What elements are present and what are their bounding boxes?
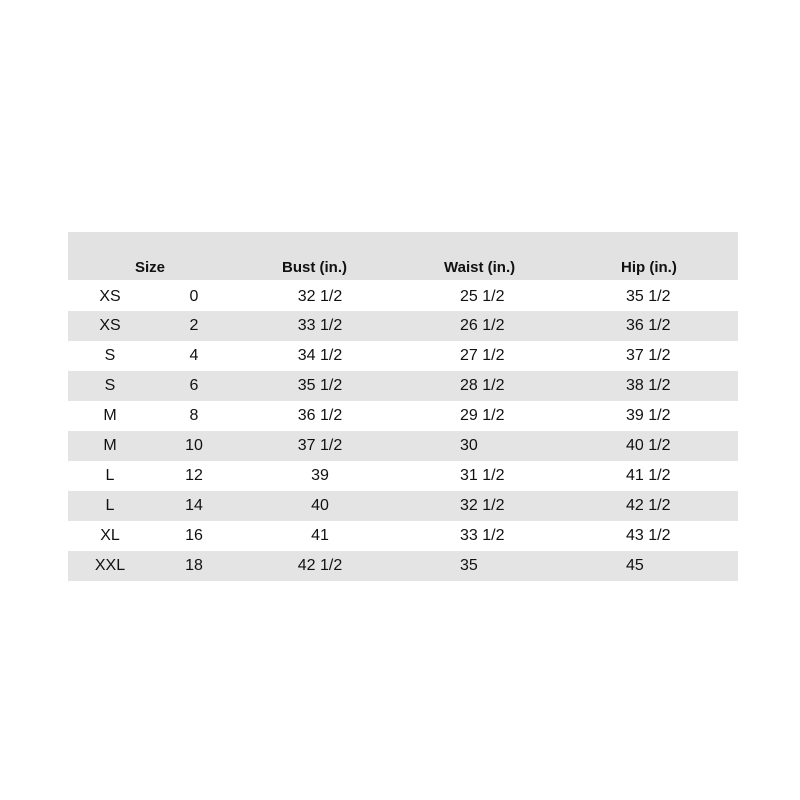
table-row: S 6 35 1/2 28 1/2 38 1/2 bbox=[68, 371, 738, 401]
waist-cell: 33 1/2 bbox=[460, 527, 505, 544]
waist-cell: 28 1/2 bbox=[460, 377, 505, 394]
table-row: XS 2 33 1/2 26 1/2 36 1/2 bbox=[68, 311, 738, 341]
waist-cell: 32 1/2 bbox=[460, 497, 505, 514]
waist-cell: 25 1/2 bbox=[460, 288, 505, 305]
hip-cell: 38 1/2 bbox=[626, 377, 671, 394]
hip-cell: 41 1/2 bbox=[626, 467, 671, 484]
waist-cell: 31 1/2 bbox=[460, 467, 505, 484]
hip-cell: 43 1/2 bbox=[626, 527, 671, 544]
header-size: Size bbox=[135, 259, 166, 276]
table-row: L 14 40 32 1/2 42 1/2 bbox=[68, 491, 738, 521]
table-row: S 4 34 1/2 27 1/2 37 1/2 bbox=[68, 341, 738, 371]
hip-cell: 40 1/2 bbox=[626, 437, 671, 454]
waist-cell: 30 bbox=[460, 437, 478, 454]
table-row: XXL 18 42 1/2 35 45 bbox=[68, 551, 738, 581]
hip-cell: 42 1/2 bbox=[626, 497, 671, 514]
hip-cell: 45 bbox=[626, 557, 644, 574]
hip-cell: 36 1/2 bbox=[626, 317, 671, 334]
hip-cell: 35 1/2 bbox=[626, 288, 671, 305]
hip-cell: 39 1/2 bbox=[626, 407, 671, 424]
table-row: L 12 39 31 1/2 41 1/2 bbox=[68, 461, 738, 491]
table-header-row bbox=[68, 232, 738, 280]
table-row: XS 0 32 1/2 25 1/2 35 1/2 bbox=[68, 280, 738, 311]
waist-cell: 26 1/2 bbox=[460, 317, 505, 334]
header-hip: Hip (in.) bbox=[621, 259, 677, 276]
header-waist: Waist (in.) bbox=[444, 259, 516, 276]
size-chart-table bbox=[68, 232, 738, 581]
waist-cell: 27 1/2 bbox=[460, 347, 505, 364]
waist-cell: 35 bbox=[460, 557, 478, 574]
table-row: XL 16 41 33 1/2 43 1/2 bbox=[68, 521, 738, 551]
waist-cell: 29 1/2 bbox=[460, 407, 505, 424]
hip-cell: 37 1/2 bbox=[626, 347, 671, 364]
table-body bbox=[68, 280, 738, 581]
table-row: M 8 36 1/2 29 1/2 39 1/2 bbox=[68, 401, 738, 431]
header-bust: Bust (in.) bbox=[282, 259, 347, 276]
table-row: M 10 37 1/2 30 40 1/2 bbox=[68, 431, 738, 461]
